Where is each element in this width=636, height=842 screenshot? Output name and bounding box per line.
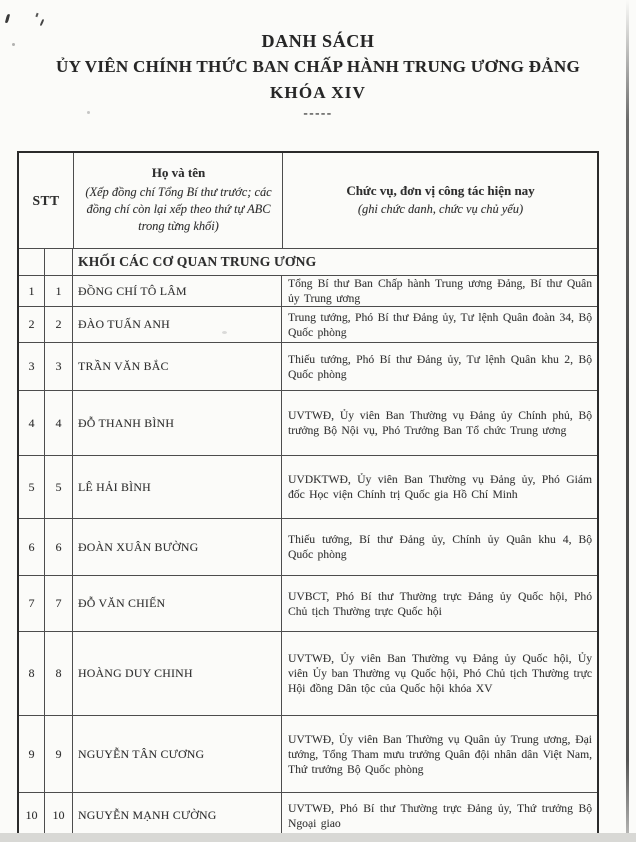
position-text: Thiếu tướng, Phó Bí thư Đảng ủy, Tư lệnh Quân khu 2, Bộ Quốc phòng bbox=[288, 352, 592, 381]
header-name-cell bbox=[74, 153, 283, 248]
scan-ink-mark bbox=[5, 14, 10, 23]
scan-edge-shadow bbox=[626, 0, 629, 833]
scan-bottom-edge bbox=[0, 833, 636, 842]
stt-cell: 9 bbox=[19, 716, 45, 792]
document-title-block bbox=[0, 31, 636, 121]
position-text: UVTWĐ, Ủy viên Ban Thường vụ Đảng ủy Quốc hội, Ủy viên Ủy ban Thường vụ Quốc hội, Phó Chủ tịch Thường trực Hội đồng Dân tộc của Quốc hội khóa XV bbox=[288, 652, 592, 695]
stt2-cell: 2 bbox=[45, 307, 73, 342]
position-text: Tổng Bí thư Ban Chấp hành Trung ương Đảng, Bí thư Quân ủy Trung ương bbox=[288, 277, 592, 305]
scan-ink-mark bbox=[35, 13, 38, 17]
table-section-row bbox=[19, 249, 597, 276]
position-cell bbox=[282, 576, 597, 631]
table-row bbox=[19, 307, 597, 343]
header-position-note: (ghi chức danh, chức vụ chủ yếu) bbox=[357, 201, 524, 216]
header-stt-label: STT bbox=[32, 192, 60, 208]
stt2-cell: 7 bbox=[45, 576, 73, 631]
stt2-cell: 10 bbox=[45, 793, 73, 838]
header-stt-cell bbox=[19, 153, 74, 248]
position-text: UVTWĐ, Phó Bí thư Thường trực Đảng ủy, Thứ trưởng Bộ Ngoại giao bbox=[288, 801, 592, 830]
header-name-note: (Xếp đồng chí Tổng Bí thư trước; các đồng chí còn lại xếp theo thứ tự ABC trong từng khối) bbox=[85, 184, 272, 234]
table-row bbox=[19, 343, 597, 391]
position-cell bbox=[282, 632, 597, 715]
stt2-cell: 3 bbox=[45, 343, 73, 390]
position-cell bbox=[282, 793, 597, 838]
name-cell: ĐỖ VĂN CHIẾN bbox=[73, 576, 282, 631]
name-cell: TRẦN VĂN BẮC bbox=[73, 343, 282, 390]
stt2-cell: 5 bbox=[45, 456, 73, 518]
document-title: DANH SÁCH bbox=[261, 31, 375, 51]
position-cell bbox=[282, 307, 597, 342]
stt-cell: 4 bbox=[19, 391, 45, 455]
stt-cell: 3 bbox=[19, 343, 45, 390]
table-row bbox=[19, 576, 597, 632]
stt-cell: 6 bbox=[19, 519, 45, 575]
position-cell bbox=[282, 343, 597, 390]
section-empty-cell bbox=[45, 249, 73, 275]
position-cell bbox=[282, 519, 597, 575]
table-row bbox=[19, 391, 597, 456]
stt-cell: 1 bbox=[19, 276, 45, 306]
position-cell bbox=[282, 716, 597, 792]
scan-ink-mark bbox=[40, 19, 45, 26]
position-text: UVDKTWĐ, Ủy viên Ban Thường vụ Đảng ủy, Phó Giám đốc Học viện Chính trị Quốc gia Hồ Chí Minh bbox=[288, 473, 592, 501]
header-position-cell bbox=[283, 153, 597, 248]
document-subtitle: ỦY VIÊN CHÍNH THỨC BAN CHẤP HÀNH TRUNG ƯƠNG ĐẢNG bbox=[56, 57, 580, 76]
position-cell bbox=[282, 276, 597, 306]
position-text: UVTWĐ, Ủy viên Ban Thường vụ Đảng ủy Chính phủ, Bộ trưởng Bộ Nội vụ, Phó Trưởng Ban Tổ chức Trung ương bbox=[288, 409, 592, 437]
header-position-title: Chức vụ, đơn vị công tác hiện nay bbox=[346, 182, 535, 198]
name-cell: NGUYỄN TÂN CƯƠNG bbox=[73, 716, 282, 792]
table-row bbox=[19, 519, 597, 576]
name-cell: ĐOÀN XUÂN BƯỜNG bbox=[73, 519, 282, 575]
stt-cell: 7 bbox=[19, 576, 45, 631]
table-row bbox=[19, 793, 597, 838]
name-cell: ĐÀO TUẤN ANH bbox=[73, 307, 282, 342]
title-divider-dashes: ----- bbox=[303, 105, 333, 120]
section-title: KHỐI CÁC CƠ QUAN TRUNG ƯƠNG bbox=[78, 254, 317, 269]
section-empty-cell bbox=[19, 249, 45, 275]
name-cell: HOÀNG DUY CHINH bbox=[73, 632, 282, 715]
name-cell: LÊ HẢI BÌNH bbox=[73, 456, 282, 518]
position-cell bbox=[282, 391, 597, 455]
stt-cell: 10 bbox=[19, 793, 45, 838]
position-text: UVTWĐ, Ủy viên Ban Thường vụ Quân ủy Trung ương, Đại tướng, Tổng Tham mưu trưởng Quân đội nhân dân Việt Nam, Thứ trưởng Bộ Quốc phòng bbox=[288, 732, 592, 776]
stt2-cell: 1 bbox=[45, 276, 73, 306]
table-header-row bbox=[19, 153, 597, 249]
name-cell: NGUYỄN MẠNH CƯỜNG bbox=[73, 793, 282, 838]
position-text: Trung tướng, Phó Bí thư Đảng ủy, Tư lệnh Quân đoàn 34, Bộ Quốc phòng bbox=[288, 310, 592, 339]
table-row bbox=[19, 632, 597, 716]
stt-cell: 2 bbox=[19, 307, 45, 342]
stt2-cell: 8 bbox=[45, 632, 73, 715]
position-text: Thiếu tướng, Bí thư Đảng ủy, Chính ủy Quân khu 4, Bộ Quốc phòng bbox=[288, 533, 592, 561]
stt2-cell: 6 bbox=[45, 519, 73, 575]
position-text: UVBCT, Phó Bí thư Thường trực Đảng ủy Quốc hội, Phó Chủ tịch Thường trực Quốc hội bbox=[288, 589, 592, 618]
stt2-cell: 4 bbox=[45, 391, 73, 455]
stt-cell: 5 bbox=[19, 456, 45, 518]
stt-cell: 8 bbox=[19, 632, 45, 715]
name-cell: ĐỖ THANH BÌNH bbox=[73, 391, 282, 455]
members-table bbox=[17, 151, 599, 838]
position-cell bbox=[282, 456, 597, 518]
document-term: KHÓA XIV bbox=[269, 83, 367, 102]
table-row bbox=[19, 716, 597, 793]
table-row bbox=[19, 276, 597, 307]
header-name-title: Họ và tên bbox=[151, 165, 206, 181]
name-cell: ĐỒNG CHÍ TÔ LÂM bbox=[73, 276, 282, 306]
table-row bbox=[19, 456, 597, 519]
stt2-cell: 9 bbox=[45, 716, 73, 792]
